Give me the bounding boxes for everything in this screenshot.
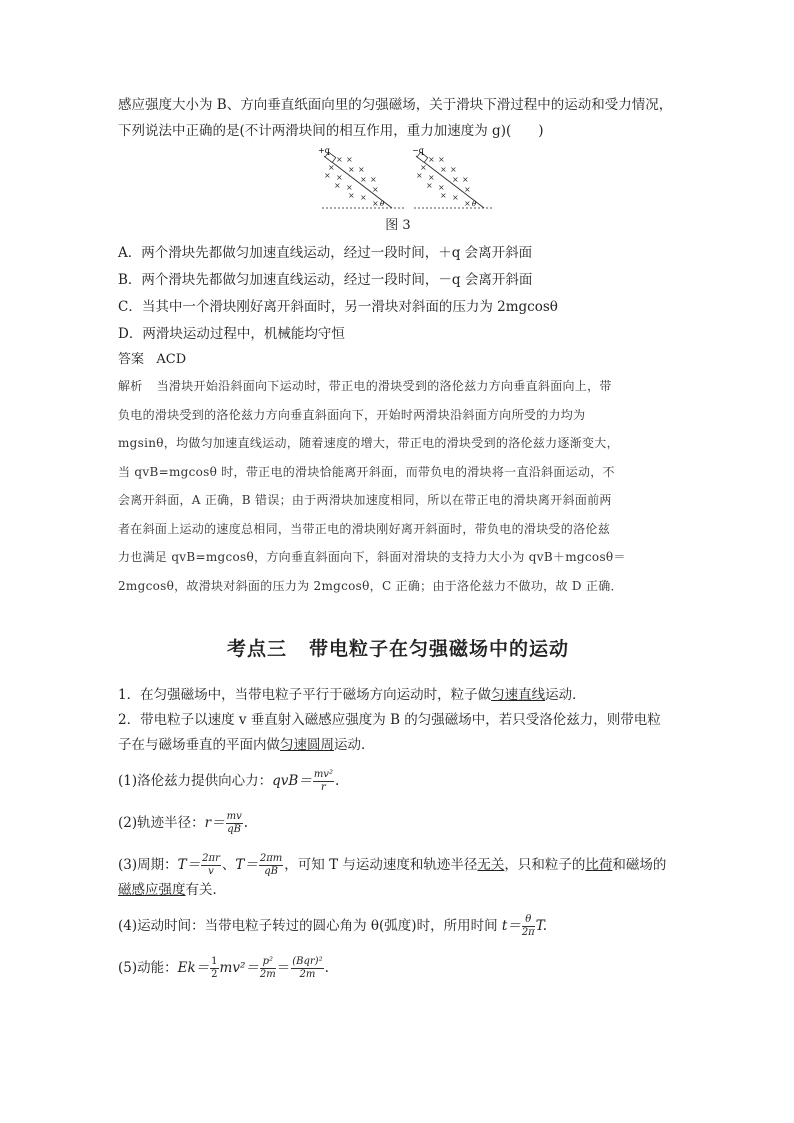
cross: × — [324, 171, 331, 180]
analysis-line: 当 qvB=mgcosθ 时，带正电的滑块恰能离开斜面，而带负电的滑块将一直沿斜面运动，不 — [118, 464, 615, 479]
intro-line-2: 下列说法中正确的是(不计两滑块间的相互作用，重力加速度为 g)( ) — [118, 123, 544, 139]
option-d: D．两滑块运动过程中，机械能均守恒 — [118, 326, 345, 342]
label-plus-q: +q — [318, 148, 330, 155]
cross: × — [428, 173, 435, 182]
cross: × — [346, 155, 353, 164]
answer-value: ACD — [156, 352, 187, 367]
cross: × — [440, 165, 447, 174]
cross: × — [450, 165, 457, 174]
cross: × — [334, 181, 341, 190]
cross: × — [464, 199, 471, 208]
cross: × — [370, 175, 377, 184]
point-2-line-2: 子在与磁场垂直的平面内做匀速圆周运动． — [118, 737, 375, 753]
left-incline — [318, 148, 404, 208]
analysis-line: 2mgcosθ，故滑块对斜面的压力为 2mgcosθ，C 正确；由于洛伦兹力不做功，故 D 正确． — [118, 578, 623, 593]
option-c: C．当其中一个滑块刚好离开斜面时，另一滑块对斜面的压力为 2mgcosθ — [118, 299, 558, 315]
formula-3-cont: 磁感应强度有关． — [118, 882, 226, 898]
formula-5: (5)动能：Ek＝ $\frac{1}{2}$ mv²＝ $\frac{\text{p²}}{2m}$ ＝ $\frac{\text{(Bqr)²}}{2m}$ . — [118, 956, 329, 980]
cross: × — [438, 183, 445, 192]
cross: × — [346, 183, 353, 192]
cross: × — [452, 193, 459, 202]
cross: × — [372, 199, 379, 208]
cross: × — [462, 175, 469, 184]
formula-4: (4)运动时间：当带电粒子转过的圆心角为 θ(弧度)时，所用时间 t＝ $\frac{\theta}{2\pi}$ T. — [118, 914, 548, 938]
cross: × — [452, 175, 459, 184]
theta-right: θ — [472, 200, 477, 208]
page-content — [118, 92, 678, 987]
formula-3: (3)周期：T＝ $\frac{2\pi r}{v}$ 、T＝ $\frac{2\pi m}{qB}$ ，可知 T 与运动速度和轨迹半径无关，只和粒子的比荷和磁场的 — [118, 853, 667, 877]
cross: × — [464, 185, 471, 194]
option-b: B．两个滑块先都做匀加速直线运动，经过一段时间，－q 会离开斜面 — [118, 272, 533, 288]
cross: × — [438, 155, 445, 164]
cross: × — [420, 163, 427, 172]
section-title: 带电粒子在匀强磁场中的运动 — [309, 638, 570, 660]
answer-label: 答案 — [118, 352, 145, 367]
cross: × — [440, 191, 447, 200]
figure-3 — [118, 148, 678, 210]
analysis-line: 解析 当滑块开始沿斜面向下运动时，带正电的滑块受到的洛伦兹力方向垂直斜面向上，带 — [118, 379, 612, 393]
cross: × — [416, 171, 423, 180]
right-incline — [412, 148, 492, 208]
incline-diagram — [314, 148, 494, 212]
cross: × — [348, 191, 355, 200]
analysis-block — [118, 372, 678, 600]
analysis-line: 会离开斜面，A 正确，B 错误；由于两滑块加速度相同，所以在带正电的滑块离开斜面前两 — [118, 493, 612, 507]
label-minus-q: −q — [412, 148, 424, 155]
cross: × — [336, 155, 343, 164]
cross: × — [348, 165, 355, 174]
figure-caption: 图 3 — [385, 218, 411, 233]
theta-left: θ — [380, 200, 385, 208]
formula-1: (1)洛伦兹力提供向心力：qvB＝ $\frac{\text{mv²}}{r}$ . — [118, 769, 340, 793]
analysis-label: 解析 — [118, 379, 143, 393]
answer-line — [118, 348, 678, 372]
cross: × — [358, 165, 365, 174]
option-a: A．两个滑块先都做匀加速直线运动，经过一段时间，＋q 会离开斜面 — [118, 245, 533, 261]
analysis-line: 者在斜面上运动的速度总相同，当带正电的滑块刚好离开斜面时，带负电的滑块受的洛伦兹 — [118, 521, 611, 536]
cross: × — [360, 193, 367, 202]
section-number: 考点三 — [226, 638, 287, 660]
cross: × — [372, 185, 379, 194]
analysis-line: mgsinθ，均做匀加速直线运动，随着速度的增大，带正电的滑块受到的洛伦兹力逐渐变大， — [118, 436, 619, 450]
cross: × — [336, 173, 343, 182]
analysis-line: 力也满足 qvB=mgcosθ，方向垂直斜面向下，斜面对滑块的支持力大小为 qvB＋mgcosθ＝ — [118, 550, 626, 564]
cross: × — [428, 155, 435, 164]
cross: × — [360, 175, 367, 184]
point-2-line-1: 2．带电粒子以速度 v 垂直射入磁感应强度为 B 的匀强磁场中，若只受洛伦兹力，则带电粒 — [118, 712, 661, 728]
formula-2: (2)轨迹半径：r＝ $\frac{mv}{qB}$ . — [118, 811, 249, 835]
intro-line-1: 感应强度大小为 B、方向垂直纸面向里的匀强磁场，关于滑块下滑过程中的运动和受力情况， — [118, 97, 673, 113]
analysis-line: 负电的滑块受到的洛伦兹力方向垂直斜面向下，开始时两滑块沿斜面方向所受的力均为 — [118, 407, 586, 422]
cross: × — [328, 163, 335, 172]
point-1: 1．在匀强磁场中，当带电粒子平行于磁场方向运动时，粒子做匀速直线运动． — [118, 687, 586, 703]
section-heading — [118, 634, 678, 661]
cross: × — [426, 181, 433, 190]
